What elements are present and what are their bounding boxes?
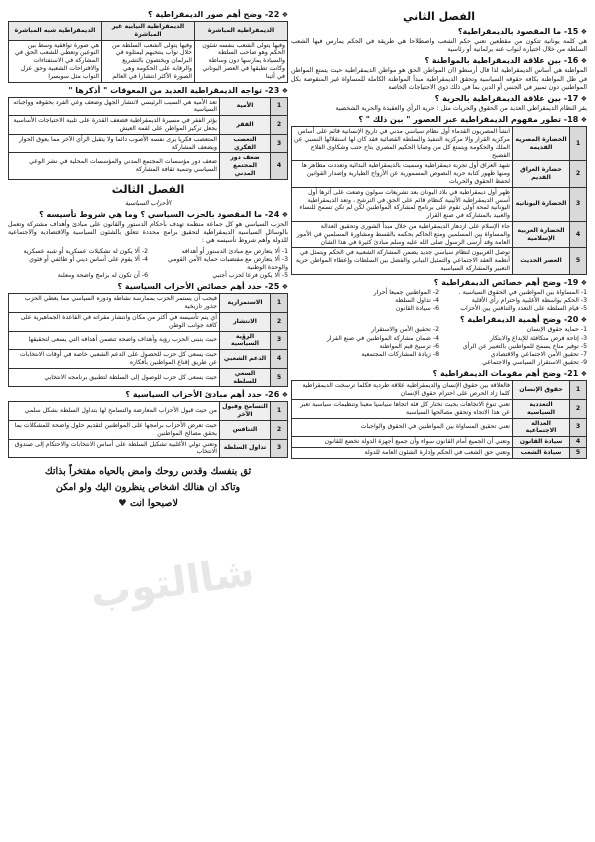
row-number: 4 <box>570 437 587 448</box>
question-title: ❖ 22- وضح أهم صور الديمقراطية ؟ <box>148 10 288 19</box>
table-cell: وفيها يتولى الشعب بنفسه شئون الحكم وهو صاحب السلطة والسيادة يمارسها دون وساطة وكانت تطبقها في العصر اليوناني في أثينا <box>195 40 288 82</box>
characteristics-list <box>291 289 587 314</box>
row-text: جاء الإسلام على ازدهار الديمقراطية من خلال مبدأ الشورى وتحقيق العدالة والمساواة بين المسلمين ومنع الحاكم بحكمه بالقسط ومشاورة المسلمين في الأمور العامة وقد أرسى الرسول صلى الله عليه وسلم مبادئ كثيرة في هذا الشأن <box>292 221 513 247</box>
row-number: 3 <box>271 439 288 458</box>
question-title: ❖ 17- بين علاقة الديمقراطية بالحرية ؟ <box>434 94 587 104</box>
obstacles-table <box>8 97 288 180</box>
list-item: 3- إتاحة فرص متكافئة للإبداع والابتكار <box>489 334 587 342</box>
table-row <box>292 399 587 418</box>
table-row <box>9 331 288 350</box>
list-item: 1- المساواة بين المواطنين في الحقوق السياسية . <box>458 288 587 296</box>
row-number: 3 <box>570 418 587 437</box>
table-row <box>292 381 587 400</box>
list-item: 5- ألا يكون فرعا لحزب أجنبي <box>212 272 288 280</box>
answer-text: المواطنة هي أساس الديمقراطية لذا قال أرسطو (ان المواطن الحق هو مواطن الديمقراطية حيث يتمتع المواطن في ظل المواطنة بكافة حقوقه السياسية وتحقق الديمقراطية مبدأ المواطنة الكاملة للمساواة غير المنقوصة بكل المواطنين دون تمييز في الجنس أو الدين بما في ذلك ذوي الاحتياجات الخاصة <box>291 67 587 91</box>
row-text: شهد العراق أول تجربة ديمقراطية وسميت بالديمقراطية البدائية وتعددت مظاهر ها ومنها ظهور كتابة حرية النصوص المسمورية عن الأرواح الطيارية وإصدار القوانين لحفظ الحقوق والحريات <box>292 161 513 187</box>
heart-icon: ♥ <box>118 498 127 510</box>
table-row <box>9 116 288 135</box>
row-number: 4 <box>271 153 288 179</box>
row-text: وتعني تولي الأغلبية تشكيل السلطة على أساس الانتخابات والاحتكام إلى صندوق الانتخاب <box>9 439 220 458</box>
row-text: فيجب أن يستمر الحزب بممارسة نشاطه ودوره السياسي مما يعطي الحزب جذور تاريخية <box>9 294 220 313</box>
table-row <box>9 40 288 82</box>
table-row <box>9 368 288 387</box>
table-row <box>292 418 587 437</box>
row-number: 2 <box>271 420 288 439</box>
row-text: وتعني حق الشعب في الحكم وإدارة الشئون العامة للدولة <box>292 447 513 458</box>
row-label: التنافس <box>220 420 271 439</box>
table-row <box>9 312 288 331</box>
row-text: المتعصب فكريا يرى نفسه الأصوب دائما ولا يتقبل الرأي الآخر مما يعوق الحوار ويضعف المشاركة <box>9 134 220 153</box>
row-number: 2 <box>570 161 587 187</box>
row-text: ضعف دور مؤسسات المجتمع المدني والمؤسسات المحلية في نشر الوعي السياسي وتنمية ثقافة المشاركة <box>9 153 220 179</box>
quote-line: لاصبحوا انت ♥ <box>118 498 178 510</box>
table-row <box>9 134 288 153</box>
table-row <box>9 97 288 116</box>
row-label: الاستمرارية <box>220 294 271 313</box>
question-title: ❖ 19- وضح أهم خصائص الديمقراطية ؟ <box>433 277 587 287</box>
right-column <box>291 8 587 462</box>
table-row <box>9 420 288 439</box>
row-number: 1 <box>271 402 288 421</box>
question-title: ❖ 23- تواجه الديمقراطية العديد من المعوقات " أذكرها " <box>68 85 288 95</box>
row-number: 2 <box>271 116 288 135</box>
column-header: الديمقراطية النيابية غير المباشرة <box>102 22 195 41</box>
list-item: 1- ألا يتعارض مع مبادئ الدستور أو أهدافه <box>181 247 288 255</box>
row-number: 1 <box>570 381 587 400</box>
row-label: الرؤية السياسية <box>220 331 271 350</box>
party-conditions-list <box>8 248 288 281</box>
list-item: 6- ترسيخ قيم المواطنة <box>379 342 439 350</box>
table-row <box>292 437 587 448</box>
list-item: 6- أن تكون له برامج واضحة ومعلنة <box>57 272 148 280</box>
table-cell: وفيها يتولى الشعب السلطة من خلال نواب ينتخبهم ليمثلوه في البرلمان ويختصون بالتشريع والرقابة على الحكومة وهي الصورة الأكثر انتشارا في العالم <box>102 40 195 82</box>
list-item: 5- قيام السلطة على التعدد والتنافس بين الأحزاب <box>460 305 587 313</box>
row-number: 5 <box>570 248 587 274</box>
table-row <box>292 127 587 161</box>
row-number: 1 <box>271 97 288 116</box>
row-text: توصل الغربيون لنظام سياسي جديد يضمن المشاركة الشعبية في الحكم ويتمثل في أنظمة العقد الاجتماعي والتمثيل النيابي والفصل بين السلطات وإعطاء المواطن حرية التعبير والمشاركة السياسية <box>292 248 513 274</box>
list-item: 3- الحكم بواسطة الأغلبية واحترام رأي الأقلية <box>471 296 587 304</box>
question-title: ❖ 15- ما المقصود بالديمقراطية؟ <box>457 27 587 36</box>
list-item: 2- ألا يكون له تشكيلات عسكرية أو شبه عسكرية <box>23 247 148 255</box>
watermark: شاالتوب <box>87 548 258 618</box>
row-text: وتعني أن الجميع أمام القانون سواء وأن جميع أجهزة الدولة تخضع للقانون <box>292 437 513 448</box>
party-principles-table <box>8 401 288 458</box>
row-label: الحضارة اليونانية <box>513 187 570 221</box>
row-label: العصر الحديث <box>513 248 570 274</box>
table-row <box>292 221 587 247</box>
list-item: 1- حماية حقوق الإنسان <box>526 326 587 334</box>
row-label: حقوق الإنسان <box>513 381 570 400</box>
answer-text: الحزب السياسي هو كل جماعة منظمة تهدف بأحكام الدستور والقانون على مبادئ وأهداف مشتركة وتعمل بالوسائل السياسية الديمقراطية لتحقيق برامج محددة تتعلق بالشئون السياسية والاقتصادية والاجتماعية للدولة وأهم شروط تأسيسه هي : <box>8 220 288 245</box>
row-label: سيادة القانون <box>513 437 570 448</box>
row-text: ظهر أول ديمقراطية في بلاد اليونان بعد تشريعات سولون وضعت على أثرها أول أسس الديمقراطية الأثينية كنظام قائم على الحق في الترشح ، وتعد الديمقراطية اليونانية لمحة أولى تقوم على برنامج لمشاركة المواطنين لكن لم تكن تسمح للنساء والعبيد بالمشاركة في صنع القرار <box>292 187 513 221</box>
row-label: تداول السلطة <box>220 439 271 458</box>
row-text: أي يتم تأسيسه في أكثر من مكان وانتشار مقراته في القاعدة الجماهيرية على كافة جوانب الوطن <box>9 312 220 331</box>
question-title: ❖ 20- وضح أهمية الديمقراطية ؟ <box>459 315 587 325</box>
row-label: سيادة الشعب <box>513 447 570 458</box>
table-row <box>9 402 288 421</box>
row-label: التعددية السياسية <box>513 399 570 418</box>
table-header-row <box>9 22 288 41</box>
closing-quote <box>8 464 288 512</box>
party-characteristics-table <box>8 293 288 387</box>
row-label: الأمية <box>220 97 271 116</box>
question-title: ❖ 26- حدد أهم مبادئ الأحزاب السياسية ؟ <box>125 390 288 400</box>
row-number: 3 <box>271 134 288 153</box>
chapter-subtitle: الأحزاب السياسية <box>124 199 172 207</box>
list-item: 2- تحقيق الأمن والاستقرار <box>371 326 439 334</box>
row-number: 5 <box>570 447 587 458</box>
row-number: 2 <box>271 312 288 331</box>
quote-line: وتاكد ان هنالك اشخاص ينظرون اليك ولو امكن <box>55 482 241 494</box>
row-text: يؤثر الفقر في مسيرة الديمقراطية فضعف القدرة على تلبية الاحتياجات الأساسية يجعل تركيز المواطن على لقمة العيش <box>9 116 220 135</box>
row-number: 1 <box>271 294 288 313</box>
row-text: حيث تعرض الأحزاب برامجها على المواطنين لتقديم حلول واضحة للمشكلات بما يحقق مصالح المواطنين <box>9 420 220 439</box>
column-header: الديمقراطية المباشرة <box>195 22 288 41</box>
row-number: 3 <box>570 187 587 221</box>
answer-text: هي كلمة يونانية تتكون من مقطعين تعني حكم الشعب واصطلاحا هي طريقة في الحكم يمارس فيها الشعب السلطة من خلال اختياره لنواب عنه برلمانية أو رئاسية <box>291 38 587 54</box>
row-label: حضارة العراق القديم <box>513 161 570 187</box>
row-label: التسامح وقبول الآخر <box>220 402 271 421</box>
column-header: الديمقراطية شبه المباشرة <box>9 22 102 41</box>
question-title: ❖ 16- بين علاقة الديمقراطية بالمواطنة ؟ <box>424 56 587 66</box>
row-label: الحضارة العربية الإسلامية <box>513 221 570 247</box>
row-text: تعني تحقيق المساواة بين المواطنين في الحقوق والواجبات <box>292 418 513 437</box>
row-number: 4 <box>570 221 587 247</box>
answer-text: يقر النظام الديمقراطي العديد من الحقوق والحريات مثل : حرية الرأي والعقيدة والحرية الشخصية <box>335 105 587 113</box>
table-row <box>292 187 587 221</box>
democracy-pillars-table <box>291 380 587 458</box>
row-text: فالعلاقة بين حقوق الإنسان والديمقراطية علاقة طردية فكلما ترسخت الديمقراطية كلما زاد الحرص على احترام حقوق الإنسان <box>292 381 513 400</box>
list-item: 6- سيادة القانون <box>395 305 439 313</box>
row-label: الانتشار <box>220 312 271 331</box>
left-column <box>8 8 288 512</box>
row-number: 3 <box>271 331 288 350</box>
row-text: انشأ المصريون القدماء أول نظام سياسي مدني في تاريخ الإنسانية قائم على أساس مركزية القرار وإلا مركزية التنفيذ والسلطة القضائية فقد كان لها استقلالها النسبي عن الملك والحكومة ويتمتع كل من وصايا الحكيم المصري بتاح حتب وشكاوى الفلاح الفصيح <box>292 127 513 161</box>
row-label: التعصب الفكري <box>220 134 271 153</box>
table-row <box>292 447 587 458</box>
row-number: 5 <box>271 368 288 387</box>
table-row <box>9 153 288 179</box>
question-title: ❖ 18- تطور مفهوم الديمقراطية عبر العصور " بين ذلك " ؟ <box>358 115 587 125</box>
chapter-title: الفصل الثاني <box>402 10 476 23</box>
list-item: 7- تحقيق الأمن الاجتماعي والاقتصادي <box>490 350 587 358</box>
list-item: 4- ضمان مشاركة المواطنين في صنع القرار <box>326 334 439 342</box>
row-number: 2 <box>570 399 587 418</box>
list-item: 9- تحقيق الاستقرار السياسي والاجتماعي <box>482 359 587 367</box>
row-text: من حيث قبول الأحزاب المعارضة والتسامح لها بتداول السلطة بشكل سلمي <box>9 402 220 421</box>
row-label: العدالة الاجتماعية <box>513 418 570 437</box>
list-item: 8- زيادة المشاركات المجتمعية <box>361 350 439 358</box>
democracy-forms-table <box>8 21 288 83</box>
table-row <box>9 439 288 458</box>
list-item: 5- توفير مناخ يسمح للمواطنين بالتعبير عن الرأي <box>462 342 587 350</box>
row-label: ضعف دور المجتمع المدني <box>220 153 271 179</box>
question-title: ❖ 24- ما المقصود بالحزب السياسي ؟ وما هي شروط تأسيسه ؟ <box>39 209 288 219</box>
row-text: تعد الأمية هي السبب الرئيسي لانتشار الجهل وضعف وعي الفرد بحقوقه وواجباته السياسية <box>9 97 220 116</box>
importance-list <box>291 326 587 367</box>
table-row <box>292 248 587 274</box>
row-label: السعي للسلطة <box>220 368 271 387</box>
table-cell: هي صورة توافقية وسط بين النوعين وتعطي للشعب الحق في المشاركة في الاستفتاءات والاقتراحات الشعبية وحق عزل النواب مثل سويسرا <box>9 40 102 82</box>
question-title: ❖ 21- وضح أهم مقومات الديمقراطية ؟ <box>432 369 587 379</box>
row-label: الحضارة المصرية القديمة <box>513 127 570 161</box>
table-row <box>9 294 288 313</box>
quote-line: ثق بنفسك وقدس روحك وامض بالحياه مفتخراً بذاتك <box>44 466 252 478</box>
list-item: 4- ألا يقوم على أساس ديني أو طائفي أو فئوي <box>29 255 148 263</box>
row-text: حيث يسعى كل حزب للحصول على الدعم الشعبي خاصة في أوقات الانتخابات عن طريق إقناع المواطنين بأفكاره <box>9 350 220 369</box>
row-label: الفقر <box>220 116 271 135</box>
democracy-history-table <box>291 126 587 275</box>
row-number: 1 <box>570 127 587 161</box>
table-row <box>292 161 587 187</box>
list-item: 3- ألا يتعارض مع مقتضيات حماية الأمن القومي والوحدة الوطنية <box>168 255 288 271</box>
list-item: 4- تداول السلطة <box>395 296 439 304</box>
row-text: حيث يتبنى الحزب رؤية وأهداف واضحة تتضمن أهدافه التي يسعى لتحقيقها <box>9 331 220 350</box>
table-row <box>9 350 288 369</box>
row-text: تعني تنوع الاتجاهات بحيث تختار كل فئة اتجاها سياسيا معينا وتنظيمات سياسية تعبر عن هذا الاتجاه وتحقق مصالحها السياسية <box>292 399 513 418</box>
list-item: 2- المواطنين جميعا أحرار <box>373 288 439 296</box>
row-label: الدعم الشعبي <box>220 350 271 369</box>
row-number: 4 <box>271 350 288 369</box>
chapter-title: الفصل الثالث <box>111 182 185 196</box>
question-title: ❖ 25- حدد أهم خصائص الأحزاب السياسية ؟ <box>117 282 288 292</box>
row-text: حيث يسعى كل حزب للوصول إلى السلطة لتطبيق برنامجه الانتخابي <box>9 368 220 387</box>
